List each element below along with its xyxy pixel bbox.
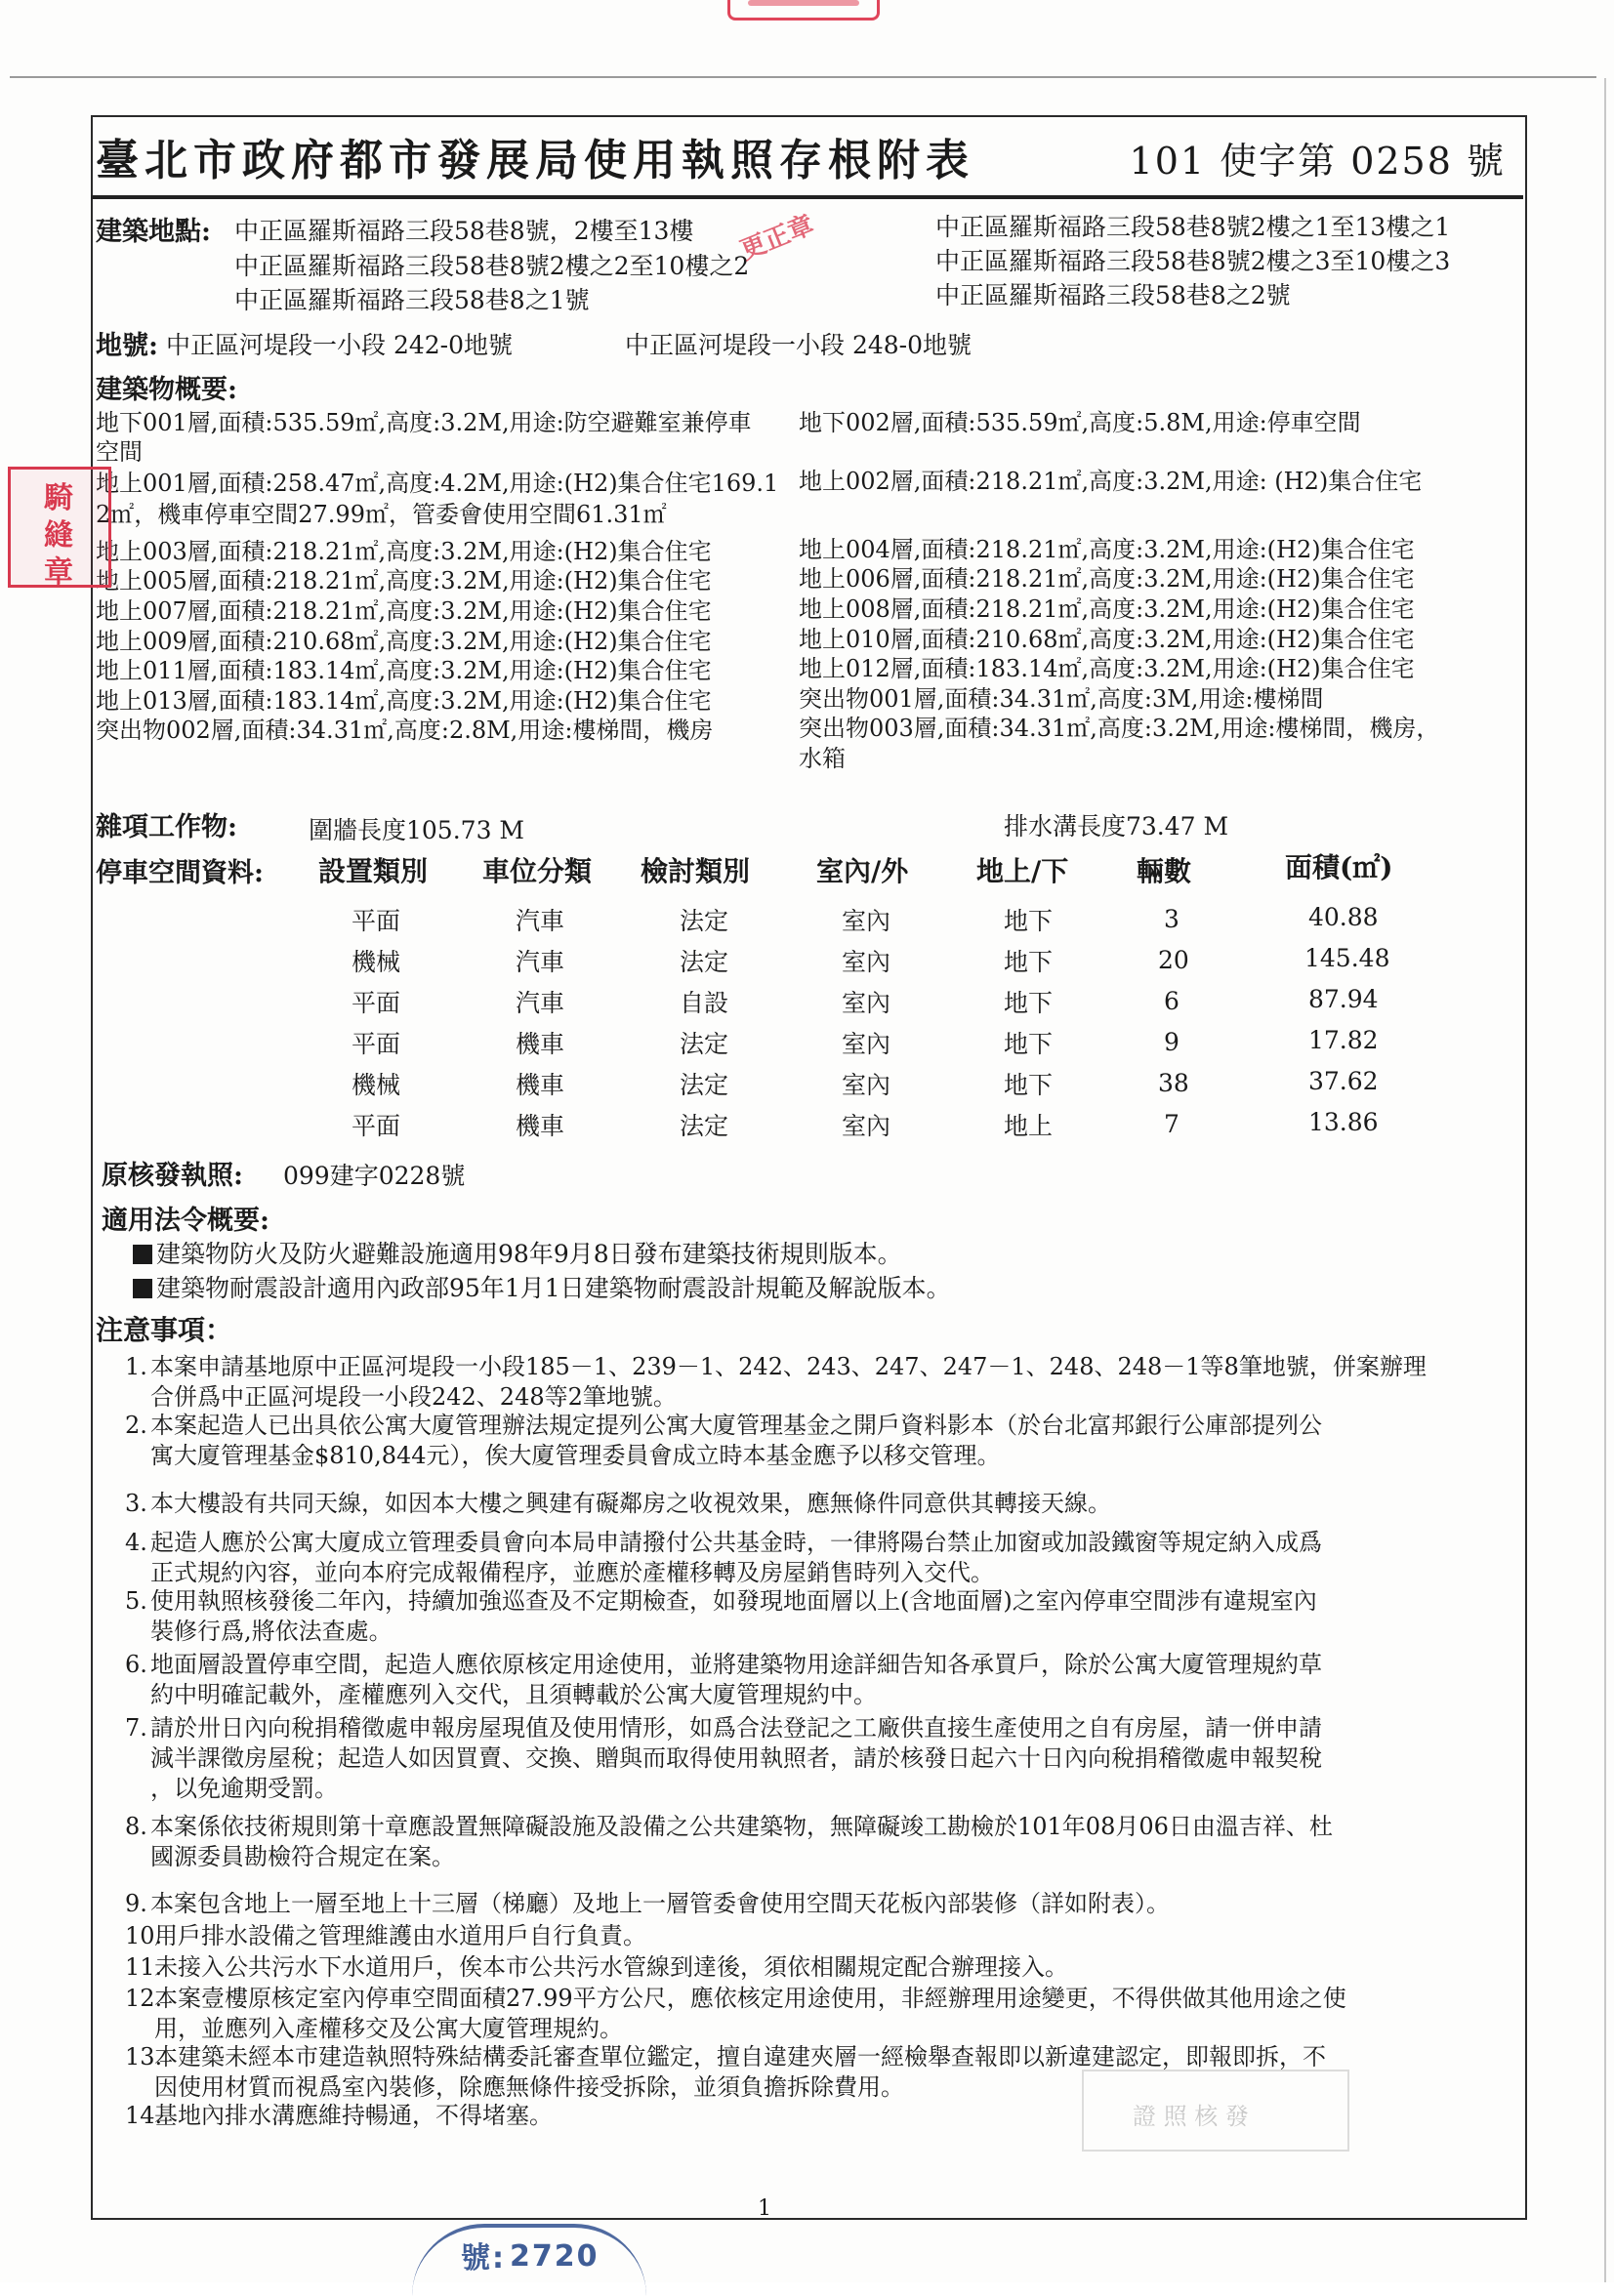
parking-cell: 機車: [516, 1112, 565, 1140]
page-number: 1: [758, 2196, 771, 2221]
misc-works-right: 排水溝長度73.47 M: [1004, 812, 1229, 840]
parking-cell: 機車: [516, 1030, 565, 1058]
floor-row-left: 地上013層,面積:183.14㎡,高度:3.2M,用途:(H2)集合住宅: [96, 687, 712, 715]
parking-cell: 37.62: [1308, 1067, 1379, 1095]
blue-number-stamp: [412, 2224, 646, 2296]
lot-label: 地號:: [96, 331, 158, 361]
note-body: [150, 1489, 1527, 1519]
note-number: 6.: [125, 1651, 147, 1678]
parking-cell: 17.82: [1308, 1026, 1379, 1054]
parking-cell: 20: [1158, 946, 1189, 974]
note-number: 14.: [125, 2102, 163, 2129]
parking-cell: 法定: [680, 948, 729, 976]
note-line: 合併爲中正區河堤段一小段242、248等2筆地號。: [150, 1383, 677, 1411]
parking-cell: 地下: [1004, 989, 1054, 1017]
note-line: 本案起造人已出具依公寓大廈管理辦法規定提列公寓大廈管理基金之開戶資料影本（於台北富邦銀行公庫部提列公: [150, 1412, 1322, 1439]
floor-row-right: 地上004層,面積:218.21㎡,高度:3.2M,用途:(H2)集合住宅: [799, 536, 1415, 563]
site-address-right-3: 中正區羅斯福路三段58巷8之2號: [935, 281, 1291, 309]
floor-row-right: 突出物001層,面積:34.31㎡,高度:3M,用途:樓梯間: [799, 685, 1324, 713]
parking-cell: 室內: [842, 948, 891, 976]
parking-cell: 3: [1164, 905, 1179, 933]
parking-cell: 平面: [352, 907, 401, 935]
parking-cell: 汽車: [516, 989, 565, 1017]
seal-char: 騎: [44, 481, 73, 515]
lot-left: 中正區河堤段一小段 242-0地號: [166, 331, 514, 359]
site-address-left-1: 中正區羅斯福路三段58巷8號，2樓至13樓: [234, 217, 694, 245]
note-line: ，以免逾期受罰。: [150, 1775, 338, 1802]
parking-label: 停車空間資料:: [96, 858, 264, 888]
top-red-stamp-fragment: [727, 0, 880, 20]
note-line: 裝修行爲,將依法查處。: [150, 1618, 393, 1645]
note-number: 5.: [125, 1587, 147, 1615]
site-address-right-1: 中正區羅斯福路三段58巷8號2樓之1至13樓之1: [935, 213, 1451, 241]
note-line: 減半課徵房屋稅；起造人如因買賣、交換、贈與而取得使用執照者，請於核發日起六十日內向稅捐稽徵處申報契稅: [150, 1744, 1322, 1772]
floor-row-left: 地上005層,面積:218.21㎡,高度:3.2M,用途:(H2)集合住宅: [96, 567, 712, 594]
note-body: [150, 1586, 1527, 1647]
parking-header: 檢討類別: [641, 855, 751, 887]
misc-works-left: 圍牆長度105.73 M: [309, 816, 525, 844]
seal-char: 縫: [44, 518, 73, 553]
parking-cell: 13.86: [1308, 1108, 1379, 1136]
parking-cell: 法定: [680, 1030, 729, 1058]
note-line: 本案壹樓原核定室內停車空間面積27.99平方公尺，應依核定用途使用，非經辦理用途變更，不得供做其他用途之使: [154, 1985, 1346, 2012]
regulation-text: 建築物耐震設計適用內政部95年1月1日建築物耐震設計規範及解說版本。: [156, 1274, 951, 1302]
note-body: [150, 1713, 1527, 1804]
regulations-label: 適用法令概要:: [102, 1206, 269, 1236]
note-body: [150, 1812, 1527, 1872]
floor-row-right: 地上008層,面積:218.21㎡,高度:3.2M,用途:(H2)集合住宅: [799, 595, 1415, 623]
parking-cell: 87.94: [1308, 985, 1379, 1013]
note-line: 本案包含地上一層至地上十三層（梯廳）及地上一層管委會使用空間天花板內部裝修（詳如附表）。: [150, 1890, 1170, 1917]
parking-cell: 室內: [842, 907, 891, 935]
floor-row-left: 突出物002層,面積:34.31㎡,高度:2.8M,用途:樓梯間，機房: [96, 717, 714, 744]
note-number: 7.: [125, 1714, 147, 1742]
note-body: [150, 1650, 1527, 1710]
site-address-right-2: 中正區羅斯福路三段58巷8號2樓之3至10樓之3: [935, 247, 1451, 275]
original-permit-label: 原核發執照:: [102, 1161, 243, 1191]
scan-edge-top: [10, 76, 1596, 78]
site-address-label: 建築地點:: [96, 217, 211, 247]
site-address-left-2: 中正區羅斯福路三段58巷8號2樓之2至10樓之2: [234, 252, 750, 280]
note-body: [150, 1352, 1527, 1413]
parking-cell: 機械: [352, 1071, 401, 1099]
floor-row-right: 地上002層,面積:218.21㎡,高度:3.2M,用途: (H2)集合住宅: [799, 468, 1423, 495]
left-red-seal: [8, 467, 111, 588]
note-line: 國源委員勘檢符合規定在案。: [150, 1843, 455, 1870]
floor-row-right: 地上006層,面積:218.21㎡,高度:3.2M,用途:(H2)集合住宅: [799, 565, 1415, 593]
parking-cell: 機車: [516, 1071, 565, 1099]
floor-row-left: 地上011層,面積:183.14㎡,高度:3.2M,用途:(H2)集合住宅: [96, 657, 712, 684]
parking-cell: 7: [1164, 1110, 1179, 1138]
note-line: 本大樓設有共同天線，如因本大樓之興建有礙鄰房之收視效果，應無條件同意供其轉接天線。: [150, 1490, 1111, 1517]
parking-header: 設置類別: [318, 855, 429, 887]
note-line: 本案係依技術規則第十章應設置無障礙設施及設備之公共建築物，無障礙竣工勘檢於101年08月06日由溫吉祥、杜: [150, 1813, 1333, 1840]
parking-cell: 室內: [842, 1030, 891, 1058]
note-number: 1.: [125, 1353, 147, 1380]
note-line: 正式規約內容，並向本府完成報備程序，並應於產權移轉及房屋銷售時列入交代。: [150, 1559, 994, 1586]
parking-cell: 室內: [842, 989, 891, 1017]
regulation-item: [133, 1274, 951, 1303]
note-line: 地面層設置停車空間，起造人應依原核定用途使用，並將建築物用途詳細告知各承買戶，除於公寓大廈管理規約草: [150, 1651, 1322, 1678]
note-body: [154, 1984, 1531, 2044]
note-line: 寓大廈管理基金$810,844元），俟大廈管理委員會成立時本基金應予以移交管理。: [150, 1442, 1001, 1469]
note-body: [150, 1411, 1527, 1471]
note-number: 13.: [125, 2043, 163, 2070]
floor-row-right: 水箱: [799, 745, 846, 772]
parking-cell: 室內: [842, 1112, 891, 1140]
parking-cell: 室內: [842, 1071, 891, 1099]
lot-right: 中正區河堤段一小段 248-0地號: [625, 331, 973, 359]
note-line: 用戶排水設備之管理維護由水道用戶自行負責。: [154, 1922, 646, 1949]
floor-row-right: 地上012層,面積:183.14㎡,高度:3.2M,用途:(H2)集合住宅: [799, 655, 1415, 682]
floor-row-left: 地上001層,面積:258.47㎡,高度:4.2M,用途:(H2)集合住宅169.1: [96, 470, 779, 497]
parking-cell: 機械: [352, 948, 401, 976]
regulation-text: 建築物防火及防火避難設施適用98年9月8日發布建築技術規則版本。: [156, 1240, 902, 1268]
floor-row-left: 地上007層,面積:218.21㎡,高度:3.2M,用途:(H2)集合住宅: [96, 597, 712, 625]
scan-edge-right: [1604, 78, 1606, 2282]
faint-stamp-text: 證 照 核 發: [1133, 2103, 1249, 2130]
note-body: [150, 1528, 1527, 1588]
note-number: 2.: [125, 1412, 147, 1439]
parking-cell: 地上: [1004, 1112, 1054, 1140]
parking-cell: 145.48: [1304, 944, 1390, 972]
document-header: [91, 115, 1523, 199]
parking-cell: 自設: [680, 989, 729, 1017]
parking-cell: 汽車: [516, 948, 565, 976]
floor-row-left: 空間: [96, 438, 143, 466]
note-line: 因使用材質而視爲室內裝修，除應無條件接受拆除，並須負擔拆除費用。: [154, 2073, 904, 2101]
note-line: 基地內排水溝應維持暢通，不得堵塞。: [154, 2102, 553, 2129]
parking-cell: 9: [1164, 1028, 1179, 1056]
note-line: 請於卅日內向稅捐稽徵處申報房屋現值及使用情形，如爲合法登記之工廠供直接生產使用之自有房屋，請一併申請: [150, 1714, 1322, 1742]
note-number: 4.: [125, 1529, 147, 1556]
document-title: 臺北市政府都市發展局使用執照存根附表: [96, 136, 974, 185]
square-bullet-icon: [133, 1279, 152, 1298]
note-number: 3.: [125, 1490, 147, 1517]
note-line: 本建築未經本市建造執照特殊結構委託審查單位鑑定，擅自違建夾層一經檢舉查報即以新違建認定，即報即拆，不: [154, 2043, 1326, 2070]
note-line: 使用執照核發後二年內，持續加強巡查及不定期檢查，如發現地面層以上(含地面層)之室內停車空間涉有違規室內: [150, 1587, 1317, 1615]
parking-cell: 法定: [680, 907, 729, 935]
parking-header: 地上/下: [976, 855, 1069, 887]
site-address-left-3: 中正區羅斯福路三段58巷8之1號: [234, 286, 590, 314]
parking-cell: 平面: [352, 1112, 401, 1140]
parking-cell: 平面: [352, 989, 401, 1017]
parking-cell: 汽車: [516, 907, 565, 935]
note-body: [150, 1889, 1527, 1919]
floor-row-left: 地上003層,面積:218.21㎡,高度:3.2M,用途:(H2)集合住宅: [96, 538, 712, 565]
faint-gray-stamp: [1082, 2070, 1349, 2152]
parking-cell: 法定: [680, 1112, 729, 1140]
parking-cell: 40.88: [1308, 903, 1379, 931]
square-bullet-icon: [133, 1245, 152, 1264]
note-number: 10.: [125, 1922, 163, 1949]
parking-cell: 地下: [1004, 907, 1054, 935]
floor-row-right: 地上010層,面積:210.68㎡,高度:3.2M,用途:(H2)集合住宅: [799, 626, 1415, 653]
note-number: 12.: [125, 1985, 163, 2012]
parking-header: 輛數: [1137, 855, 1192, 887]
note-line: 未接入公共污水下水道用戶，俟本市公共污水管線到達後，須依相關規定配合辦理接入。: [154, 1953, 1068, 1981]
note-body: [154, 1921, 1531, 1951]
seal-char: 章: [44, 555, 73, 590]
parking-cell: 地下: [1004, 948, 1054, 976]
regulation-item: [133, 1240, 902, 1269]
parking-cell: 地下: [1004, 1071, 1054, 1099]
note-number: 11.: [125, 1953, 163, 1981]
building-overview-label: 建築物概要:: [96, 375, 237, 405]
stamp-number-value: 2720: [510, 2239, 600, 2274]
note-number: 9.: [125, 1890, 147, 1917]
permit-number: 101 使字第 0258 號: [1129, 140, 1506, 183]
note-line: 起造人應於公寓大廈成立管理委員會向本局申請撥付公共基金時，一律將陽台禁止加窗或加設鐵窗等規定納入成爲: [150, 1529, 1322, 1556]
misc-works-label: 雜項工作物:: [96, 812, 237, 842]
blue-stamp-number: 號: 2720: [461, 2239, 600, 2276]
note-line: 用，並應列入產權移交及公寓大廈管理規約。: [154, 2015, 623, 2042]
floor-row-right: 突出物003層,面積:34.31㎡,高度:3.2M,用途:樓梯間，機房，: [799, 715, 1440, 742]
parking-cell: 法定: [680, 1071, 729, 1099]
parking-cell: 38: [1158, 1069, 1189, 1097]
parking-header: 車位分類: [482, 855, 593, 887]
correction-stamp-text: 更正章: [736, 210, 818, 266]
parking-cell: 6: [1164, 987, 1179, 1015]
note-body: [154, 1952, 1531, 1983]
floor-row-left: 地上009層,面積:210.68㎡,高度:3.2M,用途:(H2)集合住宅: [96, 628, 712, 655]
notes-label: 注意事項：: [96, 1314, 233, 1346]
floor-row-right: 地下002層,面積:535.59㎡,高度:5.8M,用途:停車空間: [799, 409, 1361, 436]
note-line: 本案申請基地原中正區河堤段一小段185－1、239－1、242、243、247、247－1、248、248－1等8筆地號，併案辦理: [150, 1353, 1427, 1380]
parking-cell: 地下: [1004, 1030, 1054, 1058]
note-line: 約中明確記載外，產權應列入交代，且須轉載於公寓大廈管理規約中。: [150, 1681, 877, 1708]
parking-cell: 平面: [352, 1030, 401, 1058]
original-permit-value: 099建字0228號: [283, 1162, 466, 1190]
floor-row-left: 地下001層,面積:535.59㎡,高度:3.2M,用途:防空避難室兼停車: [96, 409, 752, 436]
parking-header: 面積(㎡): [1285, 851, 1393, 883]
note-number: 8.: [125, 1813, 147, 1840]
parking-header: 室內/外: [816, 855, 909, 887]
floor-row-left: 2㎡，機車停車空間27.99㎡，管委會使用空間61.31㎡: [96, 501, 667, 528]
